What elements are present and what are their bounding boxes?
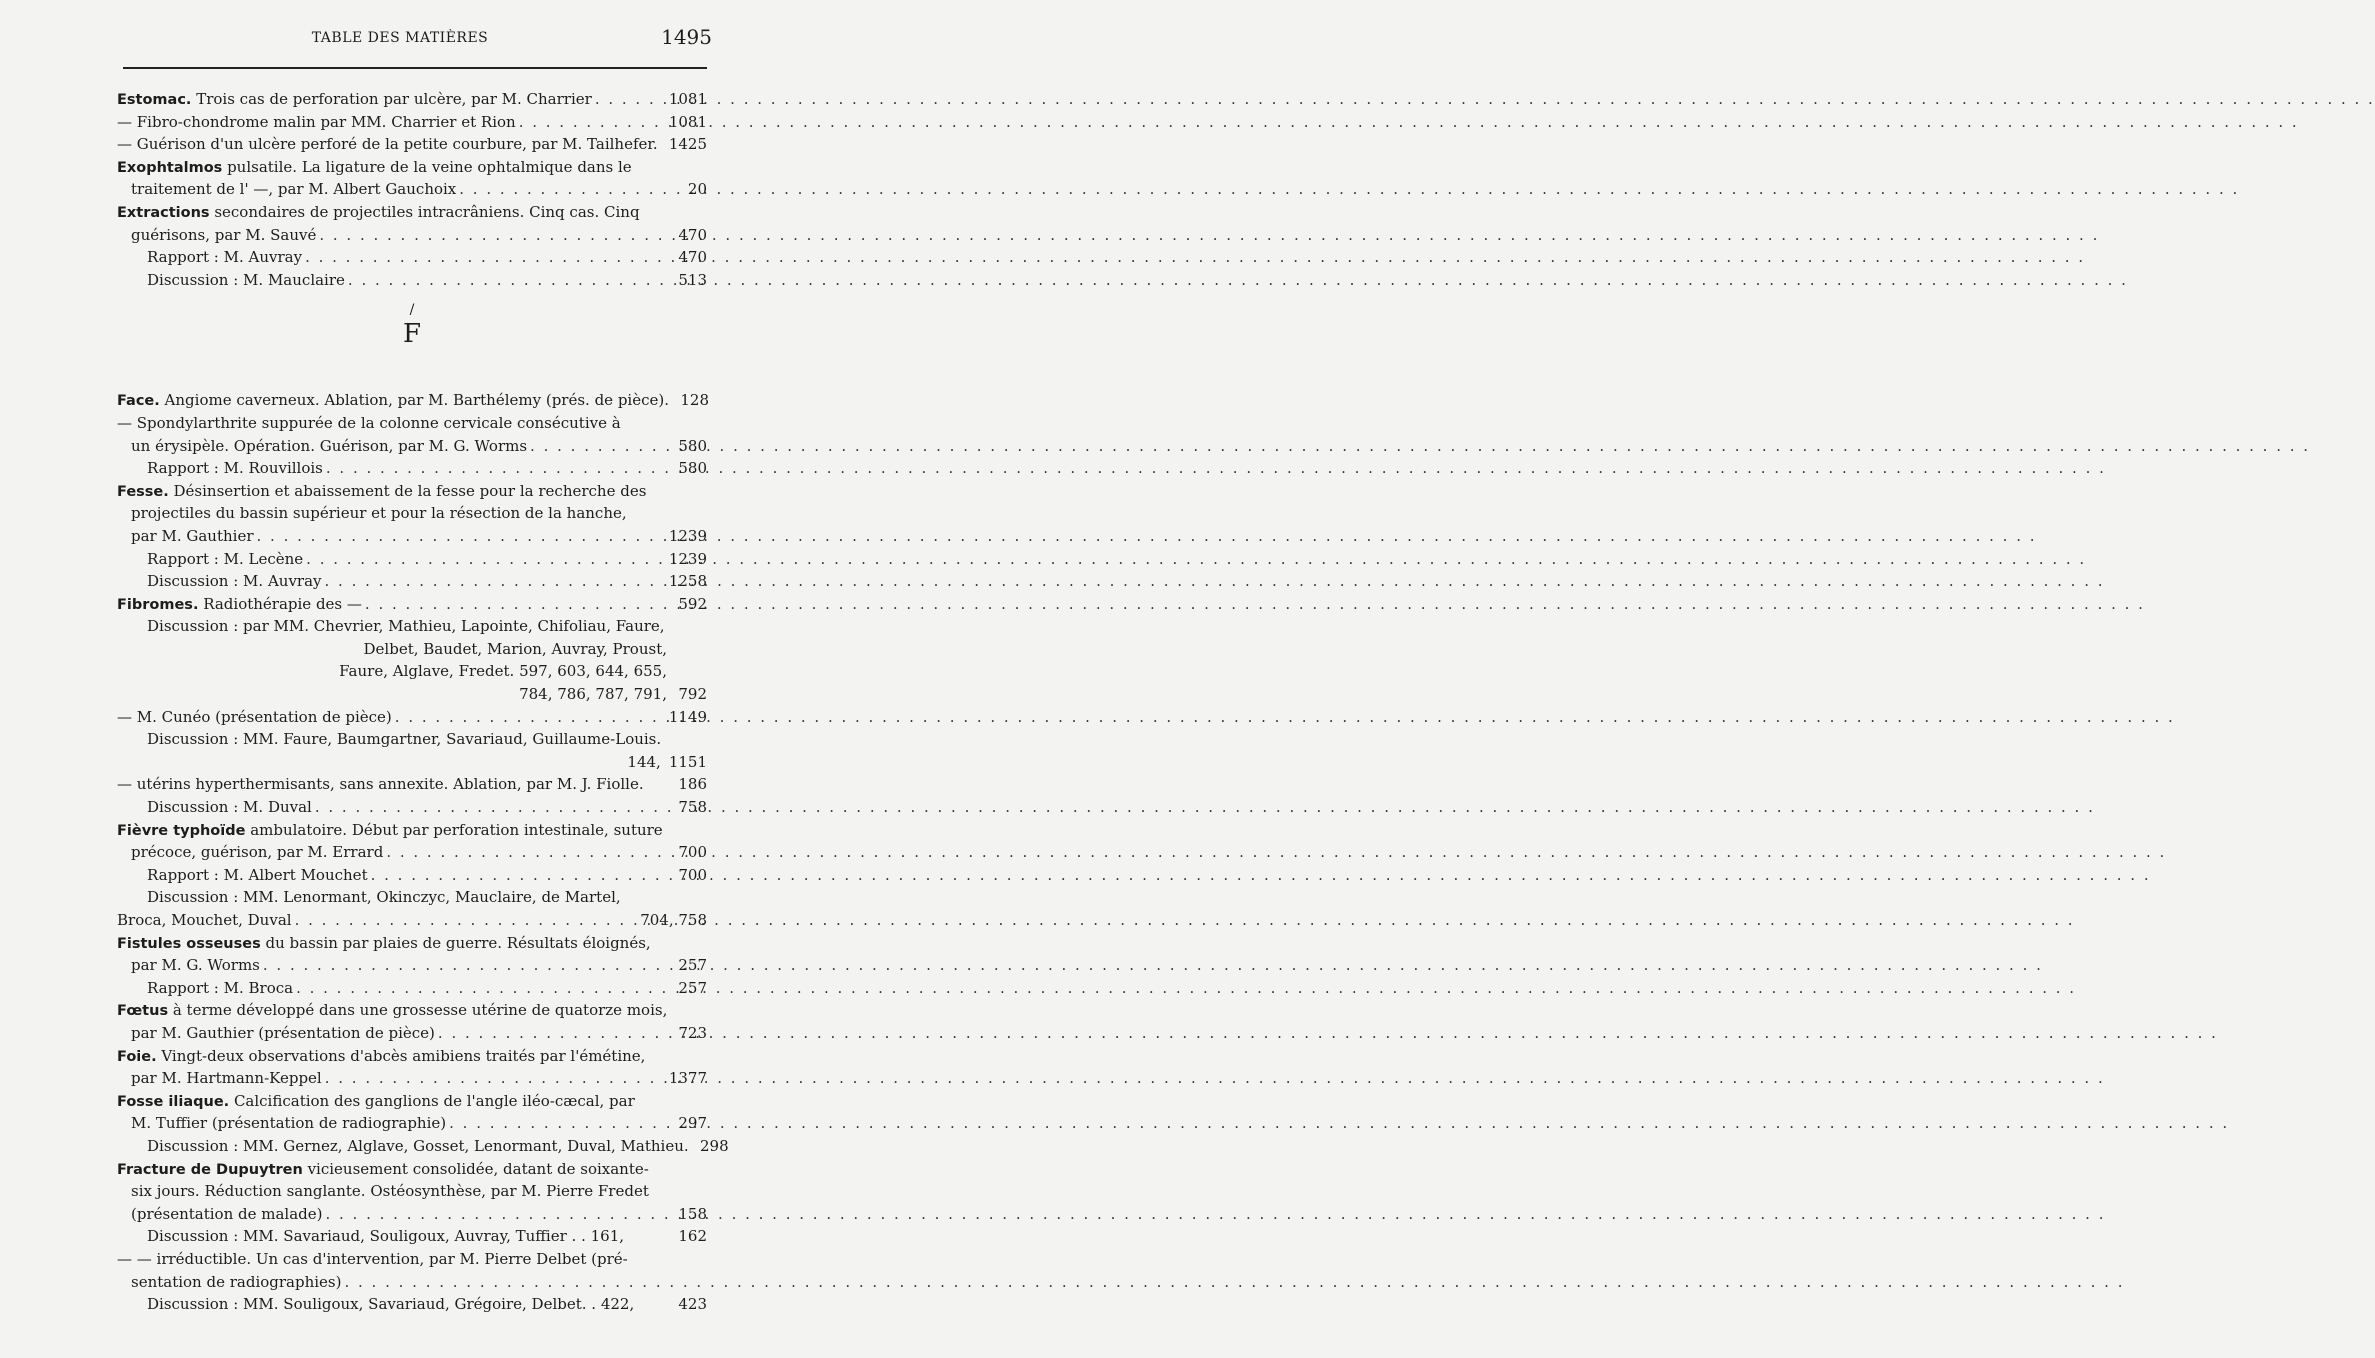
entry-page-ref: 513 [678, 270, 707, 289]
entry-heading: Fièvre typhoïde [117, 822, 246, 839]
entry-heading: Fistules osseuses [117, 935, 261, 952]
entry-page-ref: 128 [680, 391, 710, 410]
dot-leader [365, 593, 664, 616]
entry-body: Discussion : M. Auvray [147, 572, 322, 591]
dot-leader [306, 548, 658, 571]
index-entry [117, 457, 707, 480]
entry-body: — Fibro-chondrome malin par MM. Charrier et Rion [117, 112, 516, 131]
entry-text [147, 977, 293, 1000]
index-entry [117, 773, 707, 796]
entry-text [147, 548, 303, 571]
entry-page-ref: 423 [678, 1295, 707, 1314]
entry-body: sentation de radiographies) [131, 1272, 342, 1291]
entry-text [117, 88, 592, 112]
dot-leader [319, 224, 664, 247]
entry-page-ref: 700 [678, 865, 707, 884]
entry-body: Rapport : M. Rouvillois [147, 459, 323, 478]
entry-page-ref: 704, 758 [640, 911, 707, 929]
entry-body: Discussion : par MM. Chevrier, Mathieu, Lapointe, Chifoliau, Faure, [147, 617, 665, 636]
index-entry [117, 1067, 707, 1090]
section-heading [117, 303, 707, 349]
entry-body: traitement de l' —, par M. Albert Gauchoix [131, 180, 457, 199]
index-entry [117, 751, 707, 774]
index-entry [117, 1045, 707, 1068]
entry-text [131, 224, 316, 247]
entry-body: Faure, Alglave, Fredet. 597, 603, 644, 655, [339, 662, 667, 681]
entry-page-ref: 758 [678, 798, 707, 817]
index-entry [117, 525, 707, 548]
entry-heading: Fesse. [117, 483, 169, 500]
entry-text [147, 457, 323, 480]
index-entry [117, 638, 707, 661]
entry-body: Trois cas de perforation par ulcère, par M. Charrier [191, 90, 592, 108]
index-entry [117, 864, 707, 887]
entry-body: Discussion : M. Duval [147, 798, 312, 817]
entry-text [131, 502, 627, 525]
entry-text [117, 773, 644, 796]
index-body [117, 88, 729, 1316]
index-entry [117, 593, 707, 616]
entry-body: Discussion : MM. Souligoux, Savariaud, Grégoire, Delbet. . 422, [147, 1295, 635, 1314]
entry-body: Broca, Mouchet, Duval [117, 911, 292, 929]
entry-page-ref: 592 [678, 594, 707, 613]
index-entry [117, 178, 707, 201]
entry-heading: Fœtus [117, 1003, 169, 1020]
index-entry [117, 1158, 707, 1181]
entry-body: — Spondylarthrite suppurée de la colonne cervicale consécutive à [117, 413, 621, 432]
entry-text [147, 796, 312, 819]
entry-text [117, 1158, 649, 1182]
entry-body: à terme développé dans une grossesse utérine de quatorze mois, [168, 1001, 668, 1020]
entry-heading: Foie. [117, 1048, 157, 1065]
entry-body: 784, 786, 787, 791, [519, 685, 667, 704]
entry-body: — — irréductible. Un cas d'intervention, par M. Pierre Delbet (pré- [117, 1249, 628, 1268]
entry-text [131, 435, 527, 458]
dot-leader [438, 1022, 664, 1045]
entry-text [117, 201, 640, 225]
entry-body: par M. Gauthier [131, 526, 254, 545]
entry-body: Discussion : MM. Gernez, Alglave, Gosset, Lenormant, Duval, Mathieu. [147, 1136, 689, 1155]
entries-f [117, 389, 729, 1315]
entry-text [117, 133, 658, 156]
entry-heading: Fosse iliaque. [117, 1093, 230, 1110]
entry-text [131, 954, 260, 977]
entry-page-ref: 1377 [668, 1069, 707, 1088]
index-entry [117, 111, 707, 134]
header-rule [123, 67, 707, 69]
index-entry [117, 156, 707, 179]
entry-body: Rapport : M. Auvray [147, 248, 303, 267]
entry-page-ref: 257 [678, 956, 707, 975]
entry-body: Rapport : M. Lecène [147, 549, 304, 568]
entry-body: un érysipèle. Opération. Guérison, par M. G. Worms [131, 436, 528, 455]
entry-heading: Exophtalmos [117, 159, 223, 176]
entries-e [117, 88, 707, 291]
index-entry [117, 977, 707, 1000]
entry-body: par M. Hartmann-Keppel [131, 1069, 322, 1088]
index-entry [117, 841, 707, 864]
entry-text [117, 389, 669, 413]
entry-page-ref: 723 [678, 1023, 707, 1042]
index-entry [117, 660, 707, 683]
entry-body: Discussion : M. Mauclaire [147, 270, 345, 289]
index-entry [117, 615, 707, 638]
entry-body: — M. Cunéo (présentation de pièce) [117, 707, 392, 726]
entry-body: Radiothérapie des — [198, 594, 362, 613]
entry-text [117, 999, 667, 1023]
entry-body: du bassin par plaies de guerre. Résultats éloignés, [260, 933, 651, 952]
dot-leader [325, 1067, 658, 1090]
index-entry [117, 706, 707, 729]
entry-body: Rapport : M. Broca [147, 978, 294, 997]
dot-leader [295, 909, 630, 932]
entry-page-ref: 1239 [668, 549, 707, 568]
entry-body: guérisons, par M. Sauvé [131, 225, 317, 244]
index-page [0, 0, 800, 1358]
entry-body: Calcification des ganglions de l'angle iléo-cæcal, par [229, 1091, 635, 1110]
entry-text [147, 615, 665, 638]
entry-text [519, 683, 667, 706]
entry-body: Vingt-deux observations d'abcès amibiens traités par l'émétine, [156, 1046, 646, 1065]
entry-body: — Guérison d'un ulcère perforé de la petite courbure, par M. Tailhefer. [117, 135, 658, 154]
index-entry [117, 819, 707, 842]
index-entry [117, 1225, 707, 1248]
entry-text [147, 886, 621, 909]
index-entry [117, 201, 707, 224]
page-number: 1495 [661, 25, 712, 49]
dot-leader [449, 1112, 664, 1135]
entry-page-ref: 297 [678, 1114, 707, 1133]
entry-page-ref: 470 [678, 248, 707, 267]
index-entry [117, 1090, 707, 1113]
entry-text [147, 1135, 689, 1158]
index-entry [117, 269, 707, 292]
dot-leader [595, 88, 658, 111]
index-entry [117, 224, 707, 247]
entry-body: par M. Gauthier (présentation de pièce) [131, 1023, 435, 1042]
entry-page-ref: 470 [678, 225, 707, 244]
entry-page-ref: 257 [678, 978, 707, 997]
entry-page-ref: 1239 [668, 526, 707, 545]
entry-text [117, 932, 651, 956]
entry-body: secondaires de projectiles intracrâniens. Cinq cas. Cinq [209, 202, 640, 221]
entry-body: Discussion : MM. Savariaud, Souligoux, Auvray, Tuffier . . 161, [147, 1227, 625, 1246]
dot-leader [519, 111, 658, 134]
index-entry [117, 1022, 707, 1045]
entry-text [117, 1045, 645, 1069]
entry-text [117, 156, 632, 180]
entry-heading: Fracture de Dupuytren [117, 1161, 303, 1178]
entry-text [117, 1248, 628, 1271]
entry-page-ref: 700 [678, 843, 707, 862]
entry-text [117, 909, 292, 932]
entry-body: six jours. Réduction sanglante. Ostéosynthèse, par M. Pierre Fredet [131, 1182, 649, 1201]
entry-page-ref: 186 [678, 775, 707, 794]
index-entry [117, 1293, 707, 1316]
entry-page-ref: 1258 [668, 572, 707, 591]
entry-body: Désinsertion et abaissement de la fesse pour la recherche des [168, 481, 647, 500]
entry-text [131, 1203, 322, 1226]
entry-text [147, 728, 661, 751]
index-entry [117, 909, 707, 932]
dot-leader [395, 706, 658, 729]
entry-body: Angiome caverneux. Ablation, par M. Barthélemy (prés. de pièce). [159, 391, 670, 410]
entry-text [131, 1180, 649, 1203]
dot-leader [296, 977, 664, 1000]
dot-leader [305, 246, 664, 269]
entry-page-ref: 1081 [668, 90, 707, 108]
dot-leader [386, 841, 664, 864]
dot-leader [344, 1271, 664, 1294]
entry-page-ref: 158 [678, 1204, 707, 1223]
entry-text [131, 1112, 446, 1135]
entry-text [131, 1022, 435, 1045]
dot-leader [459, 178, 664, 201]
index-entry [117, 246, 707, 269]
entry-body: Discussion : MM. Lenormant, Okinczyc, Mauclaire, de Martel, [147, 888, 621, 907]
index-entry [117, 999, 707, 1022]
entry-body: — utérins hyperthermisants, sans annexite. Ablation, par M. J. Fiolle. [117, 775, 644, 794]
entry-body: précoce, guérison, par M. Errard [131, 843, 384, 862]
entry-text [117, 412, 621, 435]
entry-body: Delbet, Baudet, Marion, Auvray, Proust, [363, 639, 667, 658]
entry-text [131, 1067, 322, 1090]
entry-text [117, 593, 362, 617]
index-entry [117, 412, 707, 435]
entry-text [147, 246, 302, 269]
dot-leader [315, 796, 664, 819]
dot-leader [326, 457, 664, 480]
entry-body: Rapport : M. Albert Mouchet [147, 865, 368, 884]
index-entry [117, 502, 707, 525]
index-entry [117, 548, 707, 571]
entry-text [117, 111, 516, 134]
dot-leader [263, 954, 664, 977]
entry-text [117, 480, 646, 504]
entry-body: ambulatoire. Début par perforation intestinale, suture [245, 820, 663, 839]
entry-text [131, 841, 383, 864]
entry-page-ref: 1149 [668, 707, 707, 726]
dot-leader [325, 1203, 664, 1226]
entry-body: vicieusement consolidée, datant de soixante- [302, 1159, 649, 1178]
dot-leader [257, 525, 658, 548]
entry-text [131, 1271, 341, 1294]
entry-body: pulsatile. La ligature de la veine ophtalmique dans le [222, 157, 632, 176]
entry-text [131, 525, 254, 548]
entry-page-ref: 298 [700, 1136, 729, 1155]
index-entry [117, 88, 707, 111]
entry-text [147, 1293, 634, 1316]
index-entry [117, 480, 707, 503]
dot-leader [348, 269, 664, 292]
entry-text [364, 638, 667, 661]
entry-heading: Extractions [117, 204, 210, 221]
entry-page-ref: 1151 [668, 752, 707, 771]
index-entry [117, 728, 707, 751]
index-entry [117, 570, 707, 593]
index-entry [117, 133, 707, 156]
entry-body: par M. G. Worms [131, 956, 260, 975]
index-entry [117, 435, 707, 458]
index-entry [117, 886, 707, 909]
entry-text [131, 178, 456, 201]
entry-body: (présentation de malade) [131, 1204, 323, 1223]
entry-text [147, 1225, 624, 1248]
index-entry [117, 954, 707, 977]
entry-text [147, 269, 345, 292]
index-entry [117, 1112, 707, 1135]
entry-text [627, 751, 660, 774]
section-letter: F [402, 319, 422, 350]
index-entry [117, 683, 707, 706]
dot-leader [530, 435, 664, 458]
index-entry [117, 796, 707, 819]
dot-leader [325, 570, 658, 593]
entry-text [147, 570, 322, 593]
entry-heading: Fibromes. [117, 596, 199, 613]
entry-page-ref: 162 [678, 1227, 707, 1246]
index-entry [117, 1180, 707, 1203]
entry-page-ref: 580 [678, 459, 707, 478]
dot-leader [371, 864, 664, 887]
index-entry [117, 1135, 729, 1158]
index-entry [117, 1271, 707, 1294]
entry-page-ref: 580 [678, 436, 707, 455]
entry-heading: Face. [117, 393, 160, 410]
entry-text [117, 706, 392, 729]
entry-page-ref: 792 [678, 685, 707, 704]
entry-body: Discussion : MM. Faure, Baumgartner, Savariaud, Guillaume-Louis. [147, 730, 662, 749]
running-header-title: TABLE DES MATIÈRES [311, 30, 489, 46]
entry-heading: Estomac. [117, 92, 192, 108]
index-entry [117, 389, 710, 412]
entry-text [147, 864, 368, 887]
entry-text [117, 1090, 635, 1114]
entry-body: 144, [627, 752, 661, 771]
index-entry [117, 932, 707, 955]
entry-page-ref: 20 [687, 180, 707, 199]
entry-body: projectiles du bassin supérieur et pour la résection de la hanche, [131, 504, 627, 523]
entry-page-ref: 1425 [668, 135, 707, 154]
section-mark: / [409, 302, 415, 319]
entry-text [117, 819, 663, 843]
entry-text [339, 660, 667, 683]
index-entry [117, 1248, 707, 1271]
entry-body: M. Tuffier (présentation de radiographie) [131, 1114, 447, 1133]
entry-page-ref: 1081 [668, 112, 707, 131]
index-entry [117, 1203, 707, 1226]
